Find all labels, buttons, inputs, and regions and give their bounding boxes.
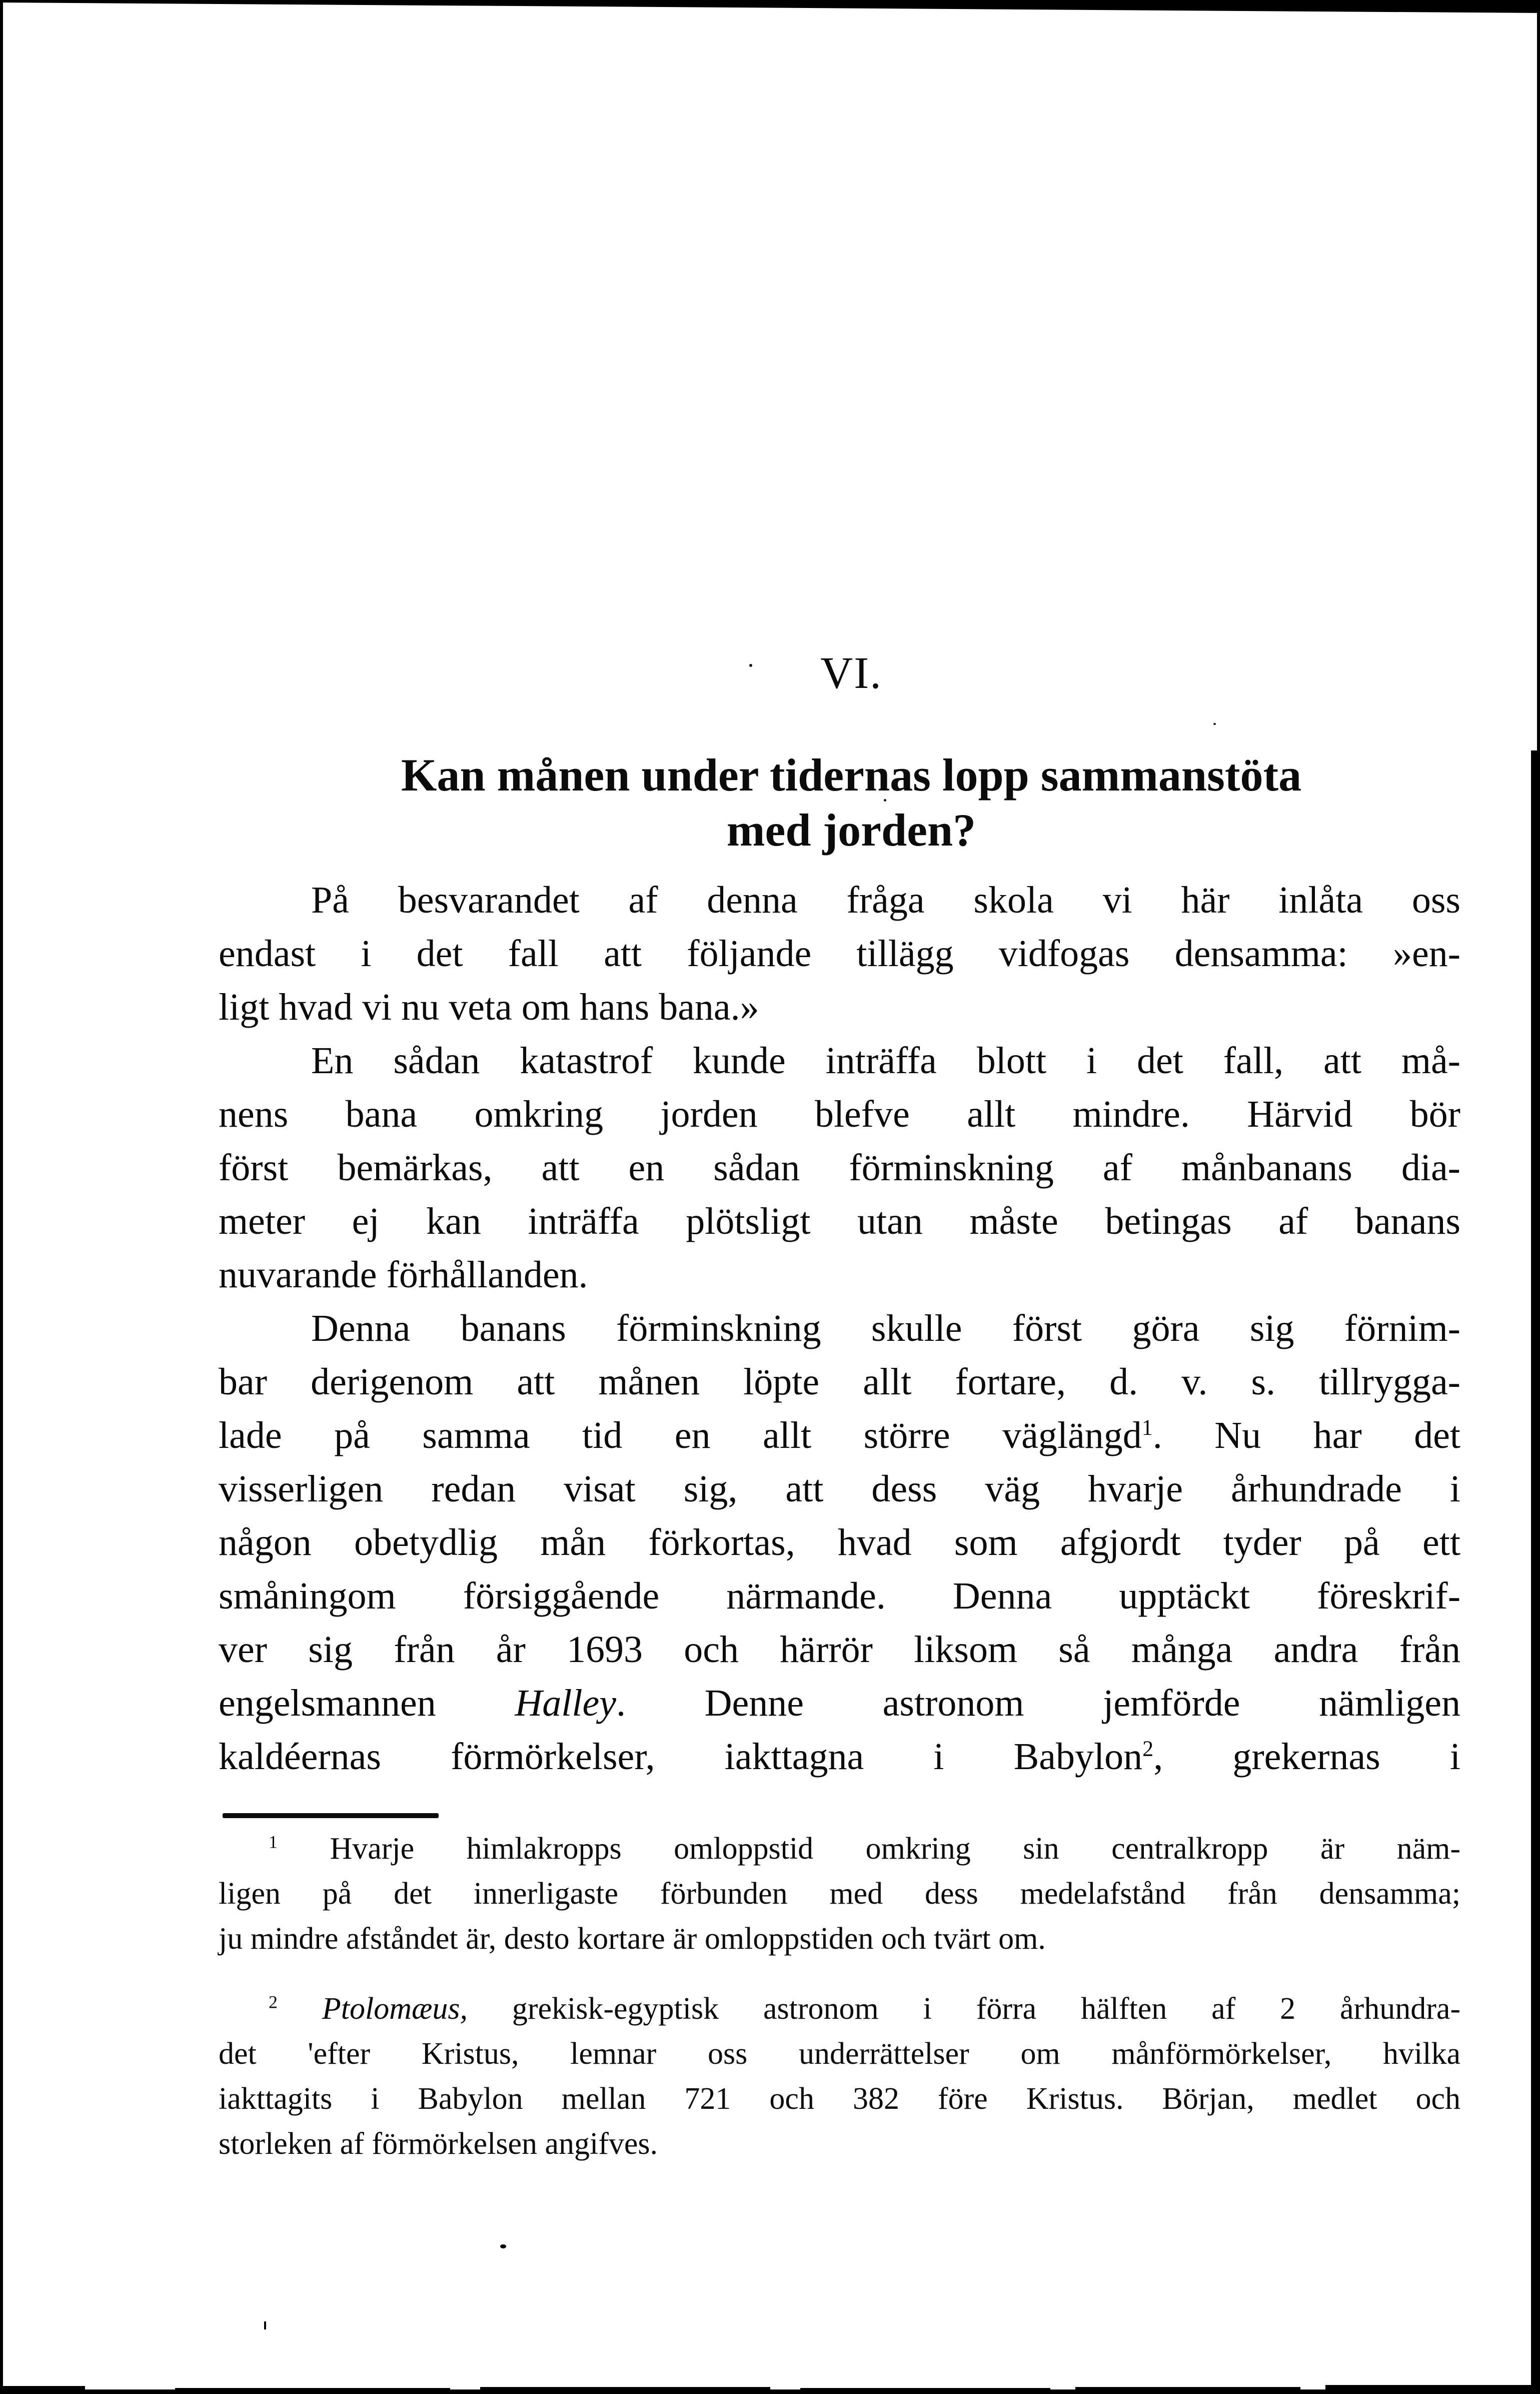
body-text-line — [219, 1623, 1460, 1677]
italic-text-segment: Ptolomæus, — [322, 1992, 468, 2026]
footnote-marker: 1 — [1141, 1415, 1153, 1440]
scan-artifact-bottom-rag — [1325, 2385, 1540, 2394]
text-segment: En sådan katastrof kunde inträffa blott i det fall, att må- — [311, 1040, 1460, 1082]
text-segment: nuvarande förhållanden. — [219, 1254, 588, 1296]
text-segment: ligt hvad vi nu veta om hans bana.» — [219, 986, 759, 1028]
body-text-line — [219, 1677, 1460, 1730]
body-text-line — [219, 1088, 1460, 1141]
paragraph — [219, 1986, 1460, 2166]
scan-artifact-left-edge — [0, 0, 3, 2394]
paragraph — [219, 1302, 1460, 1784]
body-text-line — [219, 1195, 1460, 1248]
body-text-line — [219, 1302, 1460, 1355]
footnote-line — [219, 2076, 1460, 2121]
footnote-separator-rule — [223, 1813, 439, 1818]
footnote-line — [219, 2121, 1460, 2166]
body-text-line — [219, 1248, 1460, 1302]
body-text-line — [219, 1141, 1460, 1195]
scan-artifact-right-edge-lower — [1531, 750, 1540, 2394]
body-text-line — [219, 1730, 1460, 1784]
text-segment: engelsmannen — [219, 1682, 515, 1724]
text-segment: . Denne astronom jemförde nämligen — [616, 1682, 1460, 1724]
text-segment: först bemärkas, att en sådan förminskning af månbanans dia- — [219, 1147, 1460, 1189]
body-text — [219, 874, 1460, 1784]
scan-artifact-bottom-rag — [800, 2388, 1050, 2392]
body-text-line — [219, 1355, 1460, 1409]
scan-artifact-bottom-rag — [0, 2386, 85, 2394]
text-segment: storleken af förmörkelsen angifves. — [219, 2127, 658, 2161]
body-text-line — [219, 927, 1460, 981]
scan-artifact-bottom-rag — [1075, 2387, 1300, 2393]
footnotes — [219, 1826, 1460, 2166]
text-segment: På besvarandet af denna fråga skola vi här inlåta oss — [311, 879, 1460, 921]
text-segment: ju mindre afståndet är, desto kortare är omloppstiden och tvärt om. — [219, 1922, 1046, 1956]
scan-artifact-bottom-rag — [480, 2387, 770, 2393]
footnote-marker: 2 — [269, 1992, 278, 2012]
text-segment: någon obetydlig mån förkortas, hvad som afgjordt tyder på ett — [219, 1521, 1460, 1563]
text-segment: , grekernas i — [1153, 1736, 1460, 1778]
footnote-line — [219, 1826, 1460, 1871]
body-text-line — [219, 1034, 1460, 1088]
footnote-line — [219, 1986, 1460, 2031]
chapter-title-line1: Kan månen under tidernas lopp sammanstöta — [401, 749, 1302, 801]
scan-artifact-tick — [264, 2321, 266, 2329]
text-segment: bar derigenom att månen löpte allt fortare, d. v. s. tillrygga- — [219, 1361, 1460, 1403]
paragraph — [219, 874, 1460, 1034]
text-segment: lade på samma tid en allt större väglängd — [219, 1414, 1142, 1456]
footnote-line — [219, 1871, 1460, 1916]
body-text-line — [219, 1409, 1460, 1462]
text-segment: Denna banans förminskning skulle först göra sig förnim- — [311, 1307, 1460, 1349]
text-segment: . Nu har det — [1152, 1414, 1460, 1456]
body-text-line — [219, 981, 1460, 1034]
text-segment: kaldéernas förmörkelser, iakttagna i Babylon — [219, 1736, 1143, 1778]
chapter-title-line2: med jorden? — [726, 805, 976, 856]
chapter-number: VI. — [820, 648, 882, 698]
italic-text-segment: Halley — [515, 1682, 616, 1724]
text-segment: iakttagits i Babylon mellan 721 och 382 före Kristus. Början, medlet och — [219, 2082, 1460, 2116]
scan-artifact-right-edge-upper — [1537, 9, 1540, 754]
text-segment: Hvarje himlakropps omloppstid omkring sin centralkropp är näm- — [277, 1832, 1460, 1866]
paragraph — [219, 1034, 1460, 1302]
body-text-line — [219, 1462, 1460, 1516]
body-text-line — [219, 874, 1460, 927]
text-segment: visserligen redan visat sig, att dess väg hvarje århundrade i — [219, 1468, 1460, 1510]
text-segment: småningom försiggående närmande. Denna upptäckt föreskrif- — [219, 1575, 1460, 1617]
text-segment: meter ej kan inträffa plötsligt utan måste betingas af banans — [219, 1200, 1460, 1242]
text-segment: endast i det fall att följande tillägg vidfogas densamma: »en- — [219, 933, 1460, 975]
text-segment: det 'efter Kristus, lemnar oss underrättelser om månförmörkelser, hvilka — [219, 2037, 1460, 2071]
scan-artifact-bottom-rag — [175, 2388, 450, 2392]
paragraph — [219, 1826, 1460, 1961]
text-segment — [278, 1992, 322, 2026]
footnote-marker: 1 — [269, 1832, 278, 1852]
ink-speck — [1213, 723, 1216, 725]
text-segment: ligen på det innerligaste förbunden med dess medelafstånd från densamma; — [219, 1877, 1460, 1911]
footnote-line — [219, 2031, 1460, 2076]
chapter-title — [219, 747, 1484, 858]
text-segment: grekisk-egyptisk astronom i förra hälften af 2 århundra- — [467, 1992, 1461, 2026]
scan-artifact-top-edge — [0, 0, 1540, 15]
body-text-line — [219, 1516, 1460, 1569]
footnote-line — [219, 1916, 1460, 1961]
body-text-line — [219, 1569, 1460, 1623]
text-segment: nens bana omkring jorden blefve allt mindre. Härvid bör — [219, 1093, 1460, 1135]
ink-dot — [500, 2244, 506, 2248]
text-segment: ver sig från år 1693 och härrör liksom så många andra från — [219, 1629, 1460, 1671]
footnote-marker: 2 — [1142, 1736, 1154, 1761]
